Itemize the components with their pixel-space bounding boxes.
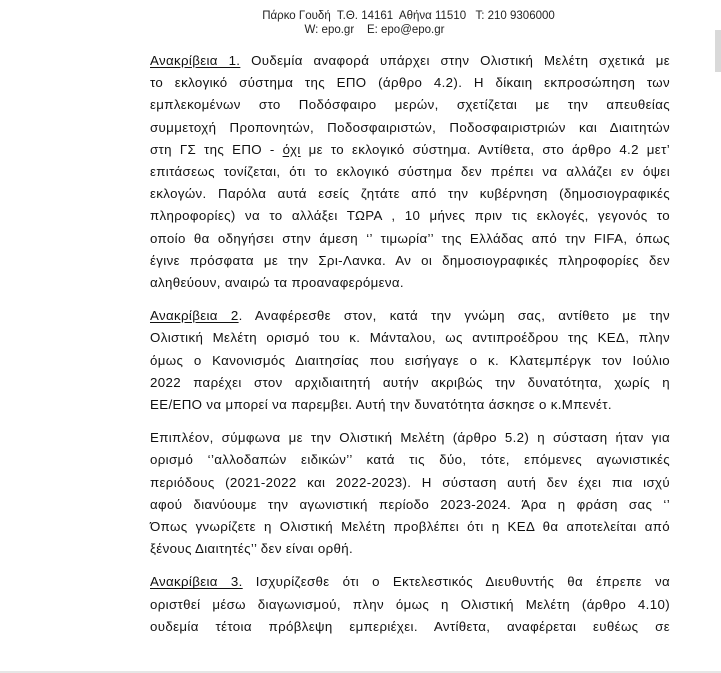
- text-line: εκλογών. Παρόλα αυτά εσείς ζητάτε από την κυβέρνηση (δημοσιογραφικές: [150, 186, 670, 202]
- inaccuracy-heading: Ανακρίβεια 3.: [150, 574, 243, 590]
- text-line: ορισμό ‘’αλλοδαπών ειδικών’’ κατά τις δύο, τότε, επόμενες αγωνιστικές: [150, 452, 670, 468]
- text-line: πληροφορίες) να το αλλάξει ΤΩΡΑ , 10 μήνες πριν τις εκλογές, γεγονός το: [150, 208, 670, 224]
- text-line: έγινε πρόσφατα με την Σρι-Λανκα. Αν οι δημοσιογραφικές πληροφορίες δεν: [150, 252, 670, 268]
- text-line: Ανακρίβεια 3. Ισχυρίζεσθε ότι ο Εκτελεστικός Διευθυντής θα έπρεπε να: [150, 574, 670, 590]
- document-body: [150, 50, 670, 638]
- text-line: αφού διανύουμε την αγωνιστική περίοδο 2023-2024. Άρα η φράση σας ‘’: [150, 496, 670, 512]
- text-line: Επιπλέον, σύμφωνα με την Ολιστική Μελέτη (άρθρο 5.2) η σύσταση ήταν για: [150, 430, 670, 446]
- text-line: το εκλογικό σύστημα της ΕΠΟ (άρθρο 4.2). Η δίκαιη εκπροσώπηση των: [150, 75, 670, 91]
- text-line: συμμετοχή Προπονητών, Ποδοσφαιριστών, Ποδοσφαιριστριών και Διαιτητών: [150, 119, 670, 135]
- text-line: ουδεμία τέτοια πρόβλεψη εμπεριέχει. Αντίθετα, αναφέρεται ευθέως σε: [150, 618, 670, 634]
- emphasis-underlined: όχι: [282, 141, 301, 157]
- paragraph-furthermore: [150, 427, 670, 560]
- text-line: όμως ο Κανονισμός Διαιτησίας που εισήγαγε ο κ. Κλατεμπέργκ τον Ιούλιο: [150, 352, 670, 368]
- inaccuracy-heading: Ανακρίβεια 2: [150, 308, 239, 324]
- text-line: 2022 παρέχει στον αρχιδιαιτητή αυτήν ακριβώς την δυνατότητα, χωρίς η: [150, 374, 670, 390]
- text-line: Ανακρίβεια 2. Αναφέρεσθε στον, κατά την γνώμη σας, αντίθετο με την: [150, 308, 670, 324]
- paragraph-inaccuracy-3: [150, 571, 670, 638]
- text-line: επιτάσεως τονίζεται, ότι το εκλογικό σύστημα δεν πρέπει να αλλάζει εν όψει: [150, 164, 670, 180]
- text-line: αληθεύουν, αναιρώ τα προαναφερόμενα.: [150, 275, 404, 291]
- text-line: Όπως γνωρίζετε η Ολιστική Μελέτη προβλέπει ότι η ΚΕΔ θα αποτελείται από: [150, 519, 670, 535]
- text-line: οριστθεί μέσω διαγωνισμού, πλην όμως η Ολιστική Μελέτη (άρθρο 4.10): [150, 596, 670, 612]
- text-line: περιόδους (2021-2022 και 2022-2023). Η σύσταση αυτή δεν έχει πια ισχύ: [150, 474, 670, 490]
- text-line: Ολιστική Μελέτη ορισμό του κ. Μάνταλου, ως αντιπροέδρου της ΚΕΔ, πλην: [150, 330, 670, 346]
- inaccuracy-heading: Ανακρίβεια 1.: [150, 53, 241, 68]
- text-line: ξένους Διαιτητές’’ δεν είναι ορθή.: [150, 541, 354, 557]
- text-line: στη ΓΣ της ΕΠΟ - όχι με το εκλογικό σύστημα. Αντίθετα, στο άρθρο 4.2 μετ’: [150, 141, 670, 157]
- text-line: Ανακρίβεια 1. Ουδεμία αναφορά υπάρχει στην Ολιστική Μελέτη σχετικά με: [150, 53, 670, 68]
- text-line: ΕΕ/ΕΠΟ να μπορεί να παρεμβει. Αυτή την δυνατότητα άσκησε ο κ.Μπενέτ.: [150, 397, 612, 413]
- text-line: εμπλεκομένων στο Ποδόσφαιρο μερών, σχετίζεται με την απευθείας: [150, 97, 670, 113]
- letterhead-address: Πάρκο Γουδή Τ.Θ. 14161 Αθήνα 11510 Τ: 210 9306000: [262, 10, 555, 22]
- letterhead-web-email: W: epo.gr E: epo@epo.gr: [304, 24, 445, 36]
- paragraph-inaccuracy-1: [150, 50, 670, 294]
- letterhead-contact: [0, 9, 721, 37]
- paragraph-inaccuracy-2: [150, 305, 670, 416]
- text-line: οποίο θα οδηγήσει στην άμεση ‘’ τιμωρία’’ της Ελλάδας από την FIFA, όπως: [150, 230, 670, 246]
